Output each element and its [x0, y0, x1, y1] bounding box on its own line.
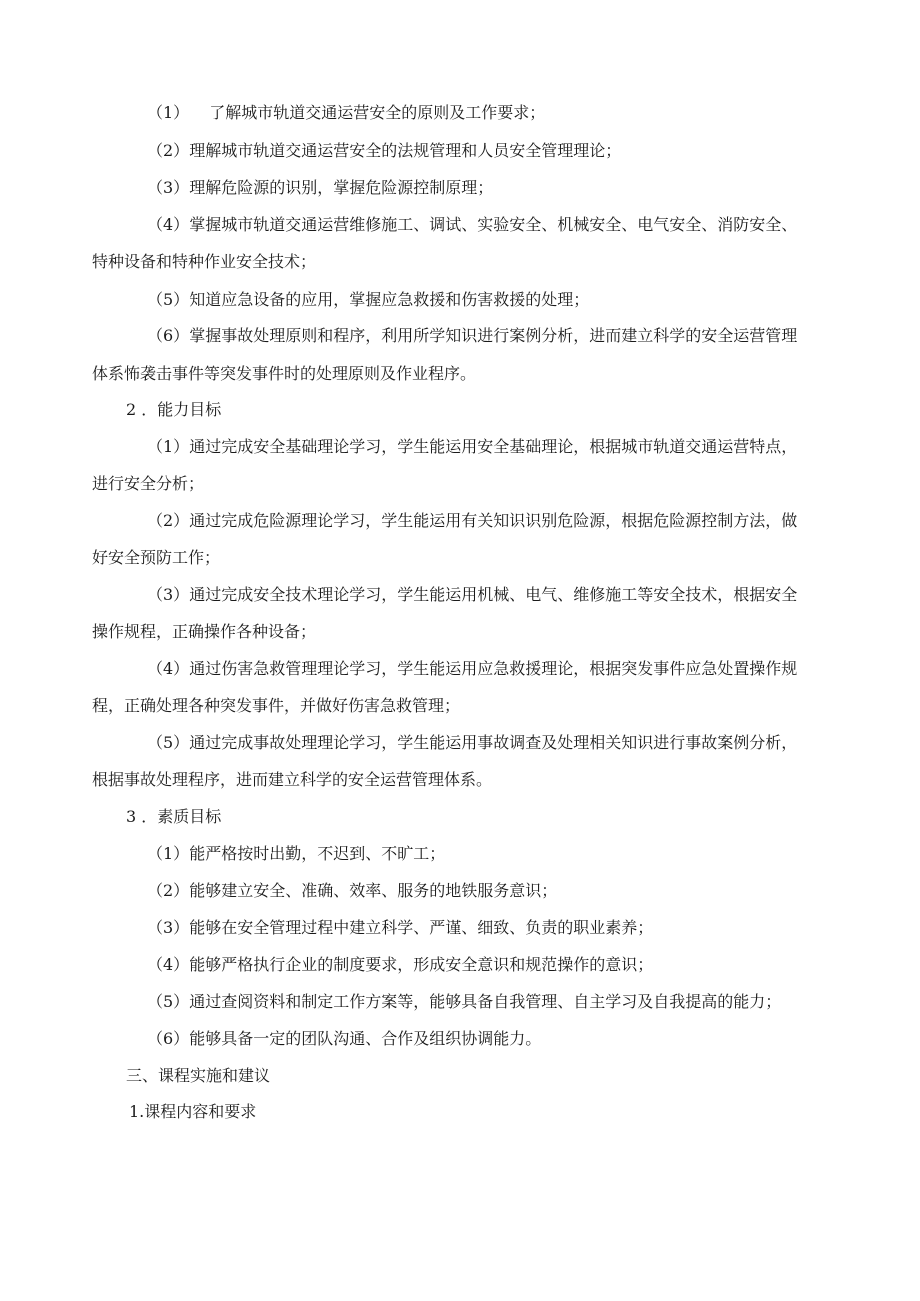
item-text: 通过伤害急救管理理论学习，学生能运用应急救援理论，根据突发事件应急处置操作规: [189, 659, 798, 678]
item-text: 通过完成事故处理理论学习，学生能运用事故调查及处理相关知识进行事故案例分析，: [189, 733, 798, 752]
quality-item-1: [147, 843, 445, 865]
quality-item-4: [147, 954, 653, 976]
knowledge-item-4-continued: 特种设备和特种作业安全技术；: [92, 252, 317, 271]
knowledge-item-6-continued: 体系怖袭击事件等突发事件时的处理原则及作业程序。: [92, 364, 477, 383]
item-number: （4）: [147, 215, 190, 234]
quality-item-6: [147, 1028, 541, 1050]
item-text: 能严格按时出勤，不迟到、不旷工；: [189, 844, 446, 863]
ability-item-5-continued: 根据事故处理程序，进而建立科学的安全运营管理体系。: [92, 770, 493, 789]
ability-item-1-continued: 进行安全分析；: [92, 474, 205, 493]
item-text: 理解城市轨道交通运营安全的法规管理和人员安全管理理论；: [189, 141, 622, 160]
item-number: （3）: [147, 585, 190, 604]
item-number: （3）: [147, 918, 190, 937]
ability-heading: 2 ．能力目标: [126, 400, 222, 419]
knowledge-item-3: [147, 177, 493, 199]
item-number: （5）: [147, 290, 190, 309]
item-number: （6）: [147, 1029, 190, 1048]
item-text: 理解危险源的识别，掌握危险源控制原理；: [189, 178, 494, 197]
ability-item-5: [147, 732, 797, 754]
item-number: （2）: [147, 511, 190, 530]
item-number: （1）: [147, 844, 190, 863]
item-text: 能够建立安全、准确、效率、服务的地铁服务意识；: [189, 881, 558, 900]
ability-item-2: [147, 510, 797, 532]
subsection-heading: 1.课程内容和要求: [129, 1102, 257, 1121]
quality-item-5: [147, 991, 781, 1013]
item-text: 能够具备一定的团队沟通、合作及组织协调能力。: [189, 1029, 542, 1048]
item-text: 能够在安全管理过程中建立科学、严谨、细致、负责的职业素养；: [189, 918, 654, 937]
item-text: 通过查阅资料和制定工作方案等，能够具备自我管理、自主学习及自我提高的能力；: [189, 992, 782, 1011]
item-text: 了解城市轨道交通运营安全的原则及工作要求；: [209, 103, 546, 122]
item-text: 通过完成安全基础理论学习，学生能运用安全基础理论，根据城市轨道交通运营特点，: [189, 437, 798, 456]
item-number: （2）: [147, 141, 190, 160]
ability-item-1: [147, 436, 797, 458]
ability-item-3-continued: 操作规程，正确操作各种设备；: [92, 622, 317, 641]
ability-item-4: [147, 658, 797, 680]
item-text: 掌握城市轨道交通运营维修施工、调试、实验安全、机械安全、电气安全、消防安全、: [189, 215, 798, 234]
item-number: （1）: [147, 437, 190, 456]
knowledge-item-5: [147, 289, 589, 311]
knowledge-item-1: [147, 102, 545, 124]
item-number: （1）: [147, 103, 190, 122]
ability-item-3: [147, 584, 797, 606]
item-number: （6）: [147, 326, 190, 345]
item-number: （4）: [147, 659, 190, 678]
section-heading: 三、课程实施和建议: [126, 1066, 271, 1085]
item-number: （5）: [147, 733, 190, 752]
item-text: 通过完成安全技术理论学习，学生能运用机械、电气、维修施工等安全技术，根据安全: [189, 585, 798, 604]
quality-item-3: [147, 917, 653, 939]
ability-item-2-continued: 好安全预防工作；: [92, 548, 221, 567]
item-text: 知道应急设备的应用，掌握应急救援和伤害救援的处理；: [189, 290, 590, 309]
knowledge-item-2: [147, 140, 621, 162]
ability-item-4-continued: 程，正确处理各种突发事件，并做好伤害急救管理；: [92, 696, 461, 715]
item-number: （2）: [147, 881, 190, 900]
item-number: （5）: [147, 992, 190, 1011]
item-number: （3）: [147, 178, 190, 197]
item-number: （4）: [147, 955, 190, 974]
quality-item-2: [147, 880, 557, 902]
quality-heading: 3 ．素质目标: [126, 807, 222, 826]
knowledge-item-4: [147, 214, 797, 236]
item-text: 通过完成危险源理论学习，学生能运用有关知识识别危险源，根据危险源控制方法，做: [189, 511, 798, 530]
knowledge-item-6: [147, 325, 797, 347]
item-text: 能够严格执行企业的制度要求，形成安全意识和规范操作的意识；: [189, 955, 654, 974]
item-text: 掌握事故处理原则和程序，利用所学知识进行案例分析，进而建立科学的安全运营管理: [189, 326, 798, 345]
